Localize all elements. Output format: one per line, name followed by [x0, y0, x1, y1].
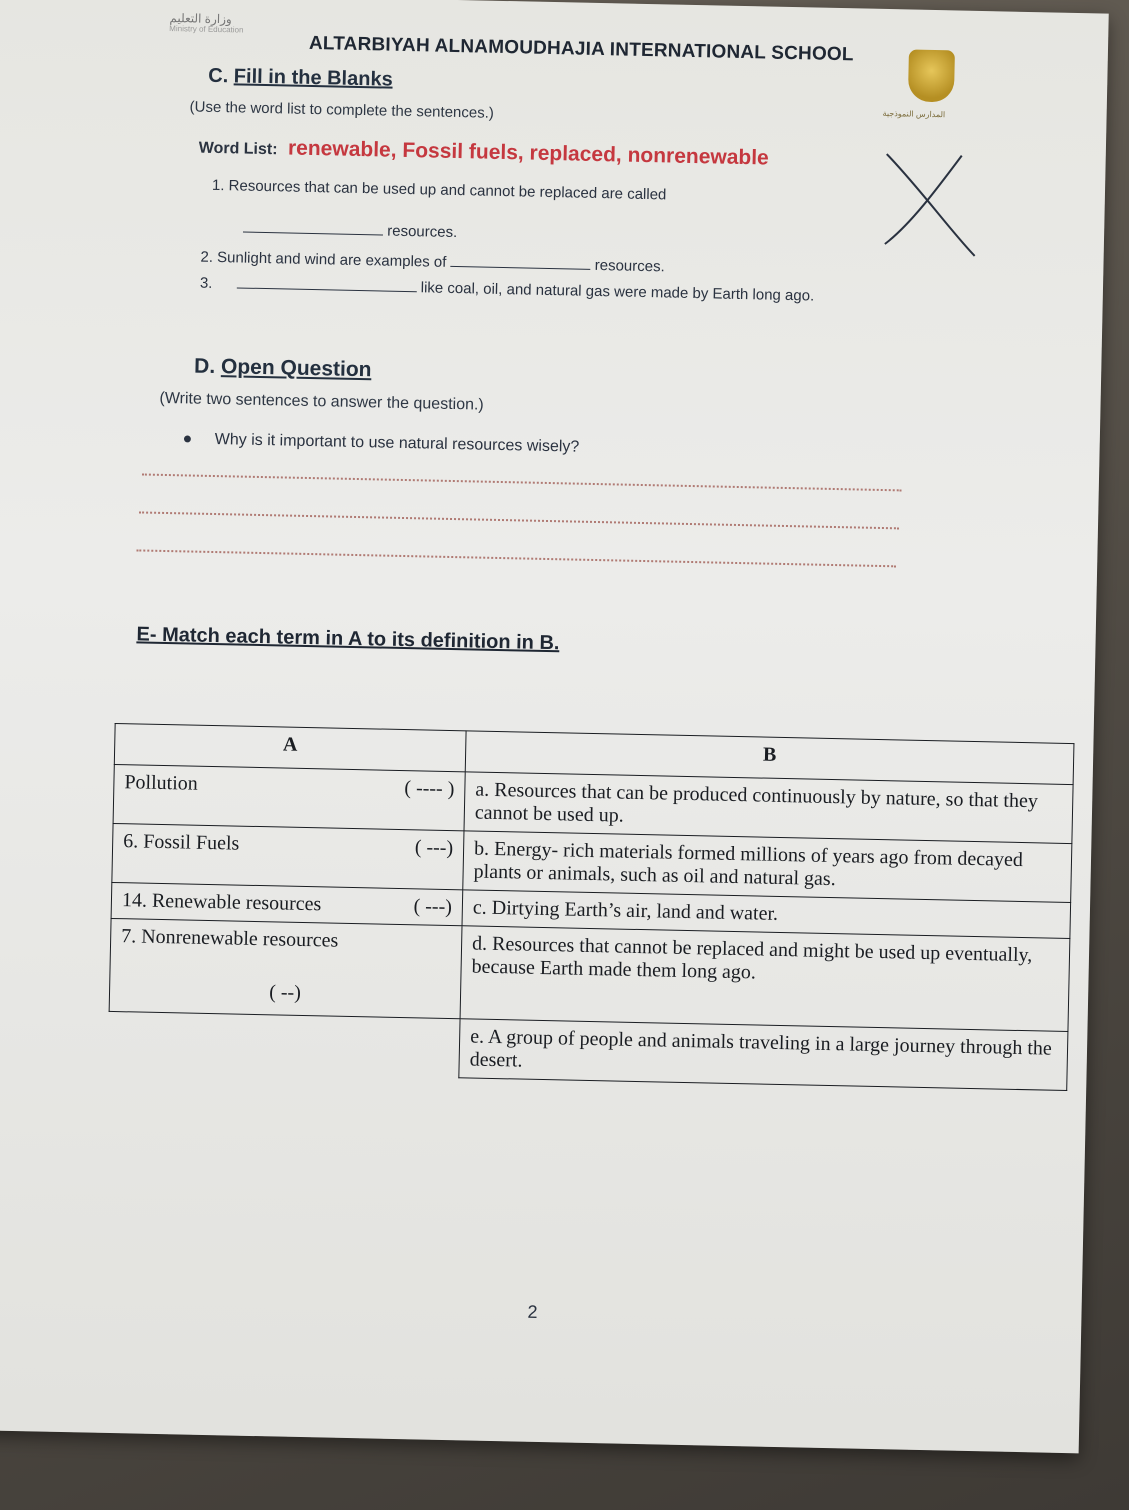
question-1-text: Resources that can be used up and cannot be replaced are called: [228, 177, 667, 204]
empty-term-cell: [108, 1011, 460, 1077]
section-d-heading: [194, 355, 372, 383]
school-name: ALTARBIYAH ALNAMOUDHAJIA INTERNATIONAL SCHOOL: [308, 32, 854, 66]
school-crest-icon: [908, 49, 955, 102]
page-number: 2: [527, 1301, 538, 1322]
term-cell: [109, 918, 462, 1018]
word-list: [199, 135, 769, 171]
column-a-header: A: [114, 723, 466, 771]
question-1-end: resources.: [387, 222, 458, 242]
answer-line-2[interactable]: [139, 511, 899, 529]
term-cell: [113, 764, 465, 830]
question-2-text: Sunlight and wind are examples of: [216, 249, 447, 271]
definition-cell: c. Dirtying Earth’s air, land and water.: [462, 890, 1071, 939]
word-list-label: Word List:: [198, 139, 278, 159]
answer-line-1[interactable]: [142, 473, 902, 491]
term-text: 7. Nonrenewable resources: [120, 925, 339, 952]
question-1-blank[interactable]: [243, 218, 383, 236]
definition-cell: b. Energy- rich materials formed millions of years ago from decayed plants or animals, such as oil and natural gas.: [463, 831, 1072, 903]
section-d-instruction: (Write two sentences to answer the question.): [159, 389, 484, 414]
section-c-instruction: (Use the word list to complete the sentences.): [189, 98, 495, 122]
crest-caption: المدارس النموذجية: [882, 108, 946, 120]
ministry-logo-arabic: وزارة التعليم: [169, 10, 232, 27]
answer-line-3[interactable]: [136, 549, 896, 567]
answer-parenthesis[interactable]: ( ---): [413, 895, 453, 919]
definition-cell: e. A group of people and animals traveling in a large journey through the desert.: [459, 1019, 1068, 1091]
question-1: [212, 177, 667, 204]
section-c-title: Fill in the Blanks: [233, 65, 393, 91]
question-2: [200, 247, 665, 276]
ministry-logo-sub: Ministry of Education: [169, 24, 244, 35]
question-3-number: 3.: [199, 274, 213, 292]
open-question-text: Why is it important to use natural resources wisely?: [214, 431, 580, 456]
question-1-number: 1.: [211, 176, 225, 195]
question-2-number: 2.: [200, 248, 214, 266]
section-d-title: Open Question: [220, 355, 372, 382]
matching-table: [107, 723, 1074, 1091]
question-3-text: like coal, oil, and natural gas were made by Earth long ago.: [420, 279, 815, 305]
word-list-words: renewable, Fossil fuels, replaced, nonrenewable: [287, 136, 769, 170]
section-e-heading: E- Match each term in A to its definition in B.: [136, 623, 560, 655]
cross-mark-icon: [880, 149, 982, 261]
column-b-header: B: [465, 731, 1074, 785]
question-2-blank[interactable]: [450, 252, 590, 270]
section-d-letter: D.: [193, 354, 216, 379]
bullet-icon: ●: [182, 430, 193, 448]
term-text: Pollution: [124, 771, 199, 795]
answer-parenthesis[interactable]: ( --): [269, 981, 302, 1004]
answer-parenthesis[interactable]: ( ---): [414, 836, 454, 860]
section-c-letter: C.: [208, 64, 229, 88]
question-3-blank[interactable]: [236, 273, 416, 292]
definition-cell: d. Resources that cannot be replaced and might be used up eventually, because Earth made them long ago.: [460, 926, 1070, 1032]
question-1-answer-line: [243, 218, 458, 241]
term-text: 6. Fossil Fuels: [122, 830, 240, 855]
term-text: 14. Renewable resources: [121, 889, 322, 916]
definition-cell: a. Resources that can be produced continuously by nature, so that they cannot be used up.: [464, 772, 1073, 844]
question-2-end: resources.: [594, 256, 665, 276]
section-c-heading: [208, 65, 393, 92]
question-3: [200, 273, 815, 305]
open-question: [182, 430, 579, 456]
term-cell: [112, 823, 464, 889]
ministry-logo: [169, 12, 244, 36]
answer-parenthesis[interactable]: ( ---- ): [404, 777, 455, 801]
